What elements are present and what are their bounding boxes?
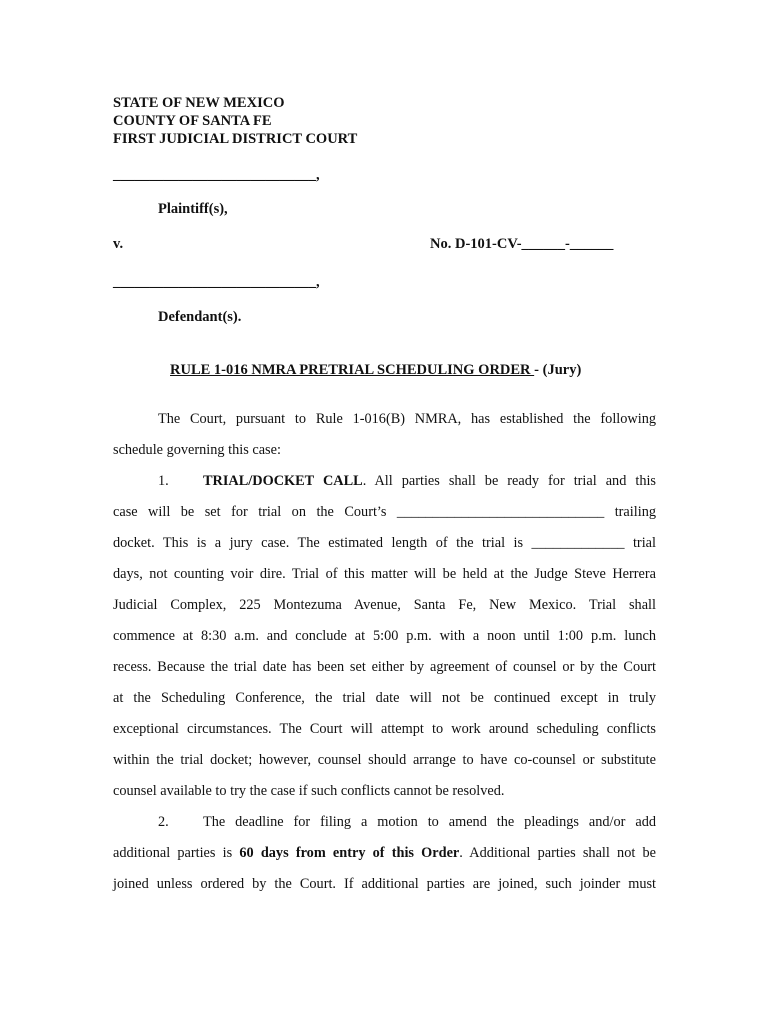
section2-number: 2.	[158, 814, 169, 830]
section1-line-1: 1. TRIAL/DOCKET CALL. All parties shall be ready for trial and this	[158, 473, 656, 489]
defendant-label: Defendant(s).	[158, 309, 242, 325]
plaintiff-blank: ____________________________,	[113, 167, 320, 183]
section1-line-7: recess. Because the trial date has been set either by agreement of counsel or by the Court	[113, 659, 656, 675]
section1-line-4: days, not counting voir dire. Trial of this matter will be held at the Judge Steve Herrera	[113, 566, 656, 582]
section1-line-8: at the Scheduling Conference, the trial date will not be continued except in truly	[113, 690, 656, 706]
document-title-main: RULE 1-016 NMRA PRETRIAL SCHEDULING ORDER	[170, 362, 535, 378]
section1-line-10: within the trial docket; however, counsel should arrange to have co-counsel or substitute	[113, 752, 656, 768]
section1-line-2: case will be set for trial on the Court’s _____________________________ trailing	[113, 504, 656, 520]
section1-heading: TRIAL/DOCKET CALL	[203, 473, 363, 489]
header-state: STATE OF NEW MEXICO	[113, 95, 285, 111]
section1-line-11: counsel available to try the case if such conflicts cannot be resolved.	[113, 783, 505, 799]
section2-line-2: additional parties is 60 days from entry of this Order. Additional parties shall not be	[113, 845, 656, 861]
header-county: COUNTY OF SANTA FE	[113, 113, 272, 129]
plaintiff-label: Plaintiff(s),	[158, 201, 228, 217]
intro-line-2: schedule governing this case:	[113, 442, 281, 458]
header-court: FIRST JUDICIAL DISTRICT COURT	[113, 131, 358, 147]
defendant-blank: ____________________________,	[113, 274, 320, 290]
document-title	[170, 362, 581, 379]
intro-line-1: The Court, pursuant to Rule 1-016(B) NMRA, has established the following	[158, 411, 656, 427]
deadline-emphasis: 60 days from entry of this Order	[239, 845, 460, 861]
section1-line-3: docket. This is a jury case. The estimated length of the trial is _____________ trial	[113, 535, 656, 551]
document-title-suffix: - (Jury)	[534, 362, 582, 378]
case-number: No. D-101-CV-______-______	[430, 236, 614, 252]
section1-line-5: Judicial Complex, 225 Montezuma Avenue, Santa Fe, New Mexico. Trial shall	[113, 597, 656, 613]
versus-label: v.	[113, 236, 124, 252]
section1-line-6: commence at 8:30 a.m. and conclude at 5:00 p.m. with a noon until 1:00 p.m. lunch	[113, 628, 656, 644]
section1-number: 1.	[158, 473, 169, 489]
section2-line-3: joined unless ordered by the Court. If additional parties are joined, such joinder must	[113, 876, 656, 892]
section2-line-1: 2. The deadline for filing a motion to amend the pleadings and/or add	[158, 814, 656, 830]
section1-line-9: exceptional circumstances. The Court will attempt to work around scheduling conflicts	[113, 721, 656, 737]
